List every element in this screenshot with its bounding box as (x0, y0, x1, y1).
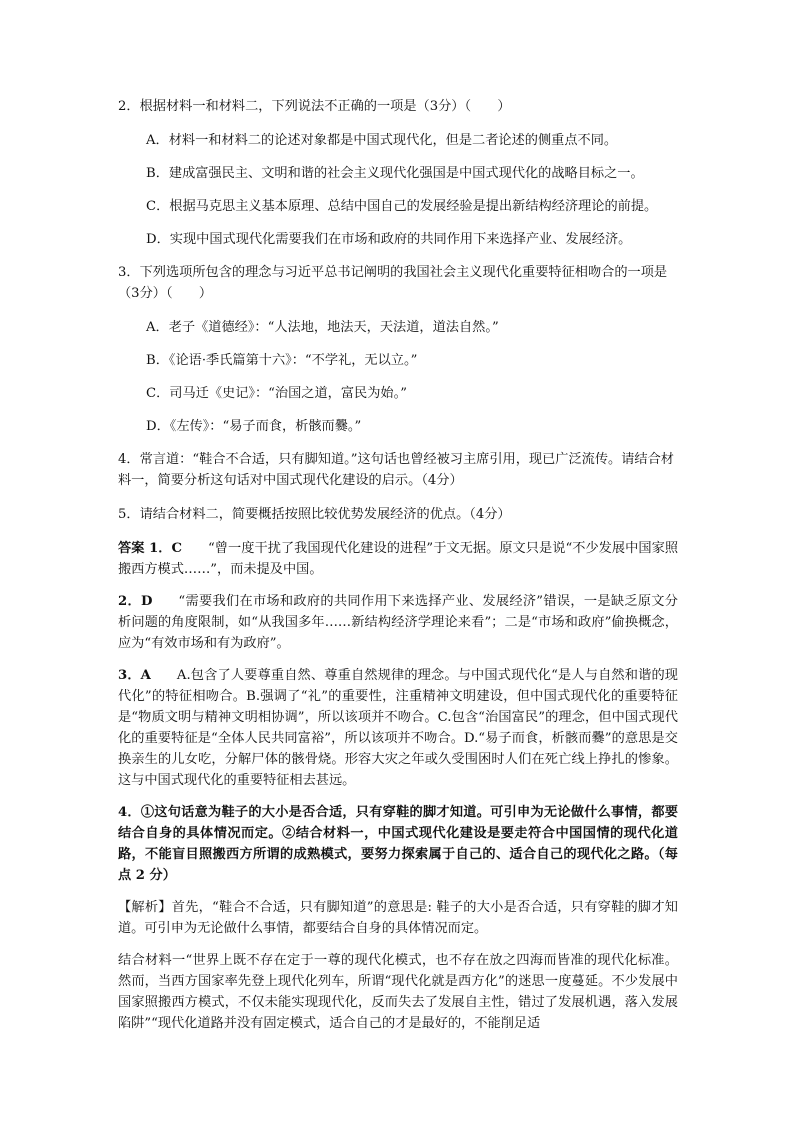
answer-4: 4．①这句话意为鞋子的大小是否合适，只有穿鞋的脚才知道。可引申为无论做什么事情，都要结合自身的具体情况而定。②结合材料一，中国式现代化建设是要走符合中国国情的现代化道路，不能盲目照搬西方所谓的成熟模式，要努力探索属于自己的、适合自己的现代化之路。（每点 2 分） (118, 805, 678, 883)
question-4-stem: 4．常言道：“鞋合不合适，只有脚知道。”这句话也曾经被习主席引用，现已广泛流传。请结合材料一，简要分析这句话对中国式现代化建设的启示。（4分） (118, 452, 674, 488)
document-page (118, 96, 678, 1045)
answer-2-label: 2．D (118, 594, 153, 609)
answer-3 (118, 665, 678, 791)
question-5-stem: 5．请结合材料二，简要概括按照比较优势发展经济的优点。（4分） (118, 507, 511, 522)
question-2-stem: 2．根据材料一和材料二，下列说法不正确的一项是（3分）（ ） (118, 99, 511, 114)
analysis-paragraph-2: 结合材料一“世界上既不存在定于一尊的现代化模式，也不存在放之四海而皆准的现代化标准。然而，当西方国家率先登上现代化列车，所谓“现代化就是西方化”的迷思一度蔓延。不少发展中国家照搬西方模式，不仅未能实现现代化，反而失去了发展自主性，错过了发展机遇，落入发展陷阱”“现代化道路并没有固定模式，适合自己的才是最好的，不能削足适 (118, 953, 678, 1031)
question-2-option-a: A．材料一和材料二的论述对象都是中国式现代化，但是二者论述的侧重点不同。 (146, 133, 618, 148)
analysis-paragraph-1: 【解析】首先，“鞋合不合适，只有脚知道”的意思是: 鞋子的大小是否合适，只有穿鞋的脚才知道。可引申为无论做什么事情，都要结合自身的具体情况而定。 (118, 900, 678, 936)
question-3-option-d: D．《左传》：“易子而食，析骸而爨。” (146, 419, 362, 434)
answer-3-label: 3．A (118, 668, 151, 683)
answer-1-text: “曾一度干扰了我国现代化建设的进程”于文无据。原文只是说“不少发展中国家照搬西方模式……”，而未提及中国。 (118, 541, 679, 577)
answer-2-text: “需要我们在市场和政府的共同作用下来选择产业、发展经济”错误，一是缺乏原文分析问题的角度限制，如“从我国多年……新结构经济学理论来看”；二是“市场和政府”偷换概念，应为“有效市场和有为政府”。 (118, 594, 678, 651)
question-2-option-c: C．根据马克思主义基本原理、总结中国自己的发展经验是提出新结构经济理论的前提。 (146, 199, 658, 214)
answer-2 (118, 591, 678, 654)
question-3-option-a: A．老子《道德经》：“人法地，地法天，天法道，道法自然。” (146, 320, 499, 335)
question-2-option-b: B．建成富强民主、文明和谐的社会主义现代化强国是中国式现代化的战略目标之一。 (146, 166, 644, 181)
answer-1-label: 答案 1．C (118, 541, 183, 556)
answer-3-text: A.包含了人要尊重自然、尊重自然规律的理念。与中国式现代化“是人与自然和谐的现代化”的特征相吻合。B.强调了“礼”的重要性，注重精神文明建设，但中国式现代化的重要特征是“物质文明与精神文明相协调”，所以该项并不吻合。C.包含“治国富民”的理念，但中国式现代化的重要特征是“全体人民共同富裕”，所以该项并不吻合。D.“易子而食，析骸而爨”的意思是交换亲生的儿女吃，分解尸体的骸骨烧。形容大灾之年或久受围困时人们在死亡线上挣扎的惨象。这与中国式现代化的重要特征相去甚远。 (118, 668, 678, 788)
question-3-option-b: B．《论语·季氏篇第十六》：“不学礼，无以立。” (146, 353, 418, 368)
answer-1 (118, 538, 678, 580)
question-3-stem: 3．下列选项所包含的理念与习近平总书记阐明的我国社会主义现代化重要特征相吻合的一项是（3分）（ ） (118, 265, 668, 301)
question-2-option-d: D．实现中国式现代化需要我们在市场和政府的共同作用下来选择产业、发展经济。 (146, 232, 632, 247)
question-3-option-c: C．司马迁《史记》：“治国之道，富民为始。” (146, 386, 407, 401)
